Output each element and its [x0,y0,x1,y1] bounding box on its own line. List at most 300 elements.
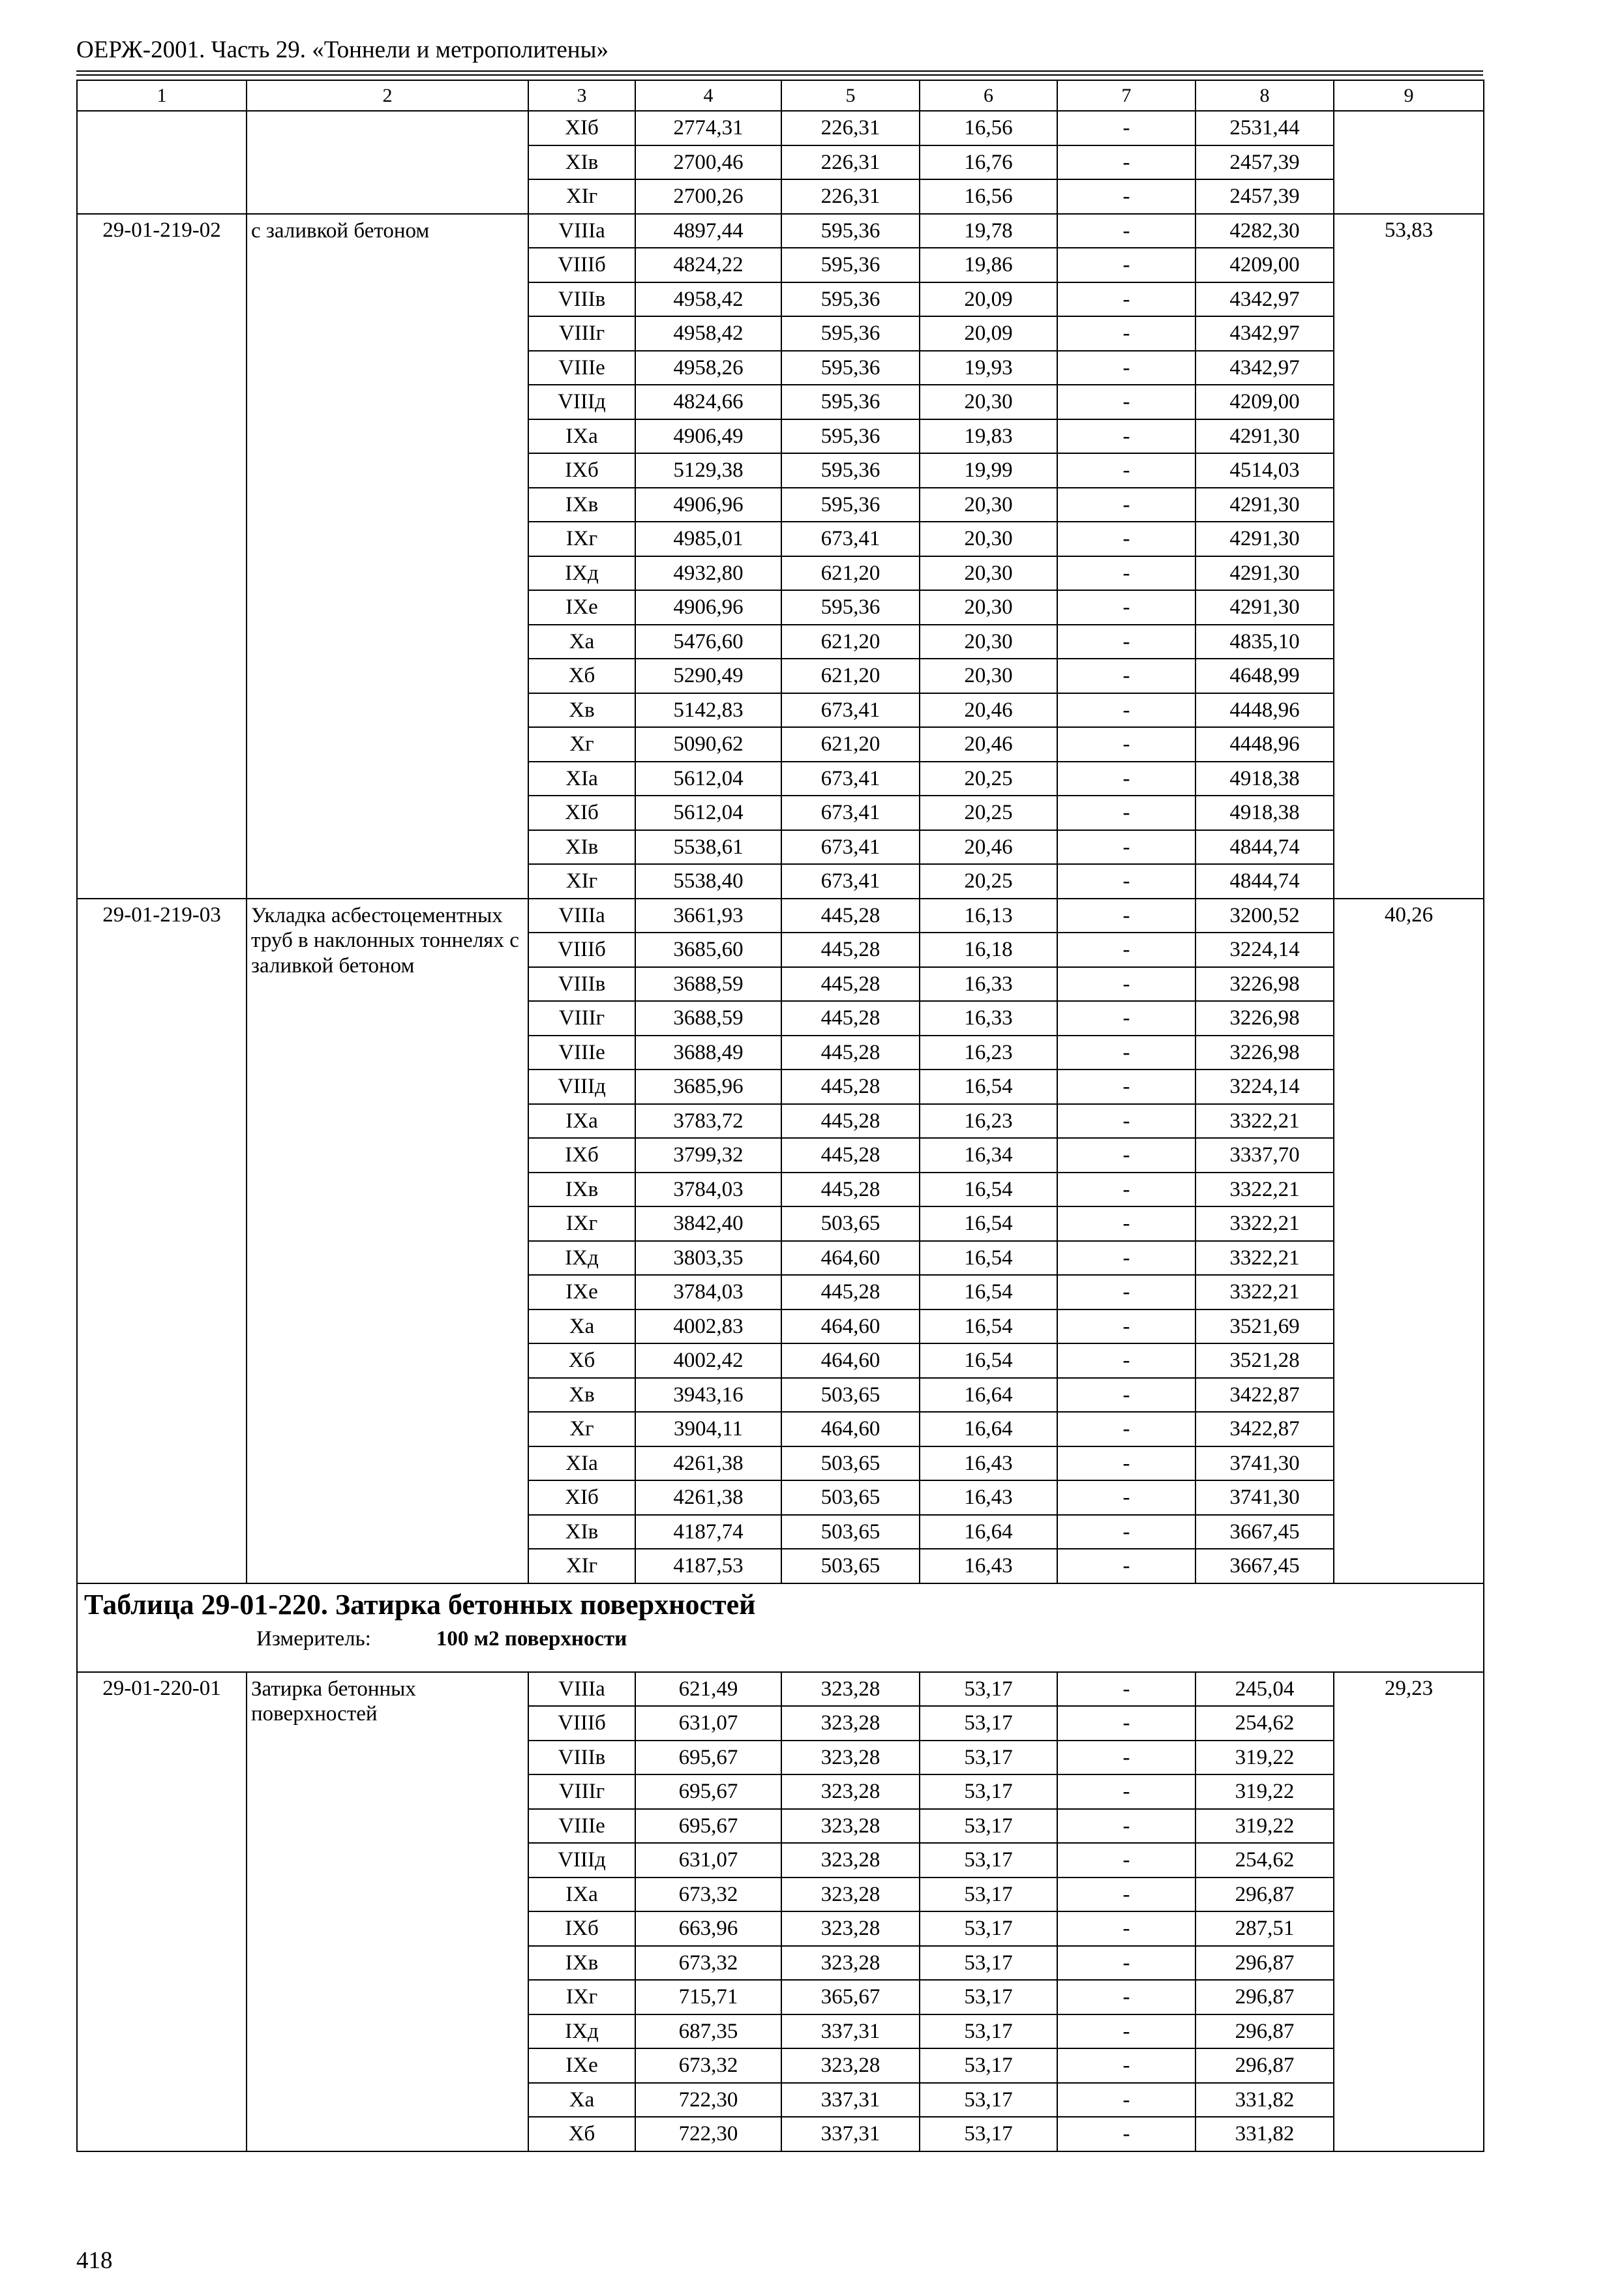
value-cell: 595,36 [781,453,920,488]
value-cell: 673,32 [635,1878,781,1912]
value-cell: 16,54 [920,1275,1057,1309]
value-cell: 16,13 [920,899,1057,933]
value-cell: 16,76 [920,145,1057,180]
zone-cell: VIIIб [528,1706,635,1741]
value-cell: - [1057,1741,1195,1775]
value-cell: - [1057,590,1195,625]
value-cell: 20,09 [920,282,1057,317]
value-cell: 4187,53 [635,1549,781,1583]
column-number: 6 [920,80,1057,111]
column-number: 2 [247,80,528,111]
value-cell: 4958,42 [635,282,781,317]
value-cell: 16,43 [920,1549,1057,1583]
work-name-cell: Затирка бетонных поверхностей [247,1672,528,2151]
value-cell: 2700,26 [635,179,781,214]
value-cell: - [1057,2048,1195,2083]
column-number: 3 [528,80,635,111]
zone-cell: IXд [528,1241,635,1276]
value-cell: 226,31 [781,179,920,214]
zone-cell: XIа [528,1446,635,1481]
value-cell: - [1057,2083,1195,2117]
column-number: 9 [1334,80,1484,111]
zone-cell: VIIIа [528,214,635,248]
value-cell: - [1057,1070,1195,1104]
value-cell: 20,25 [920,864,1057,899]
column-number: 4 [635,80,781,111]
value-cell: 722,30 [635,2083,781,2117]
index-cell: 29,23 [1334,1672,1484,2151]
value-cell: 16,54 [920,1070,1057,1104]
value-cell: - [1057,351,1195,385]
unit-label: Измеритель: [256,1626,371,1651]
value-cell: 20,30 [920,659,1057,693]
zone-cell: IXа [528,1104,635,1139]
value-cell: - [1057,1672,1195,1707]
value-cell: 53,17 [920,1843,1057,1878]
value-cell: 715,71 [635,1980,781,2014]
value-cell: 16,23 [920,1104,1057,1139]
zone-cell: IXе [528,1275,635,1309]
value-cell: 445,28 [781,1138,920,1173]
value-cell: 5142,83 [635,693,781,728]
value-cell: 296,87 [1195,2048,1334,2083]
zone-cell: VIIIе [528,1809,635,1844]
value-cell: - [1057,1774,1195,1809]
value-cell: 3200,52 [1195,899,1334,933]
zone-cell: Xг [528,727,635,762]
value-cell: 3741,30 [1195,1480,1334,1515]
zone-cell: VIIIд [528,1843,635,1878]
value-cell: 19,99 [920,453,1057,488]
value-cell: 296,87 [1195,1946,1334,1981]
value-cell: 631,07 [635,1843,781,1878]
value-cell: 16,64 [920,1515,1057,1549]
value-cell: 673,41 [781,693,920,728]
value-cell: 4291,30 [1195,488,1334,522]
index-cell [1334,111,1484,214]
value-cell: 3422,87 [1195,1412,1334,1446]
value-cell: 16,56 [920,179,1057,214]
value-cell: - [1057,796,1195,830]
value-cell: 5538,61 [635,830,781,865]
value-cell: 4958,42 [635,316,781,351]
value-cell: 595,36 [781,419,920,454]
value-cell: - [1057,1001,1195,1036]
value-cell: 4187,74 [635,1515,781,1549]
value-cell: 323,28 [781,1911,920,1946]
value-cell: 4282,30 [1195,214,1334,248]
value-cell: 503,65 [781,1549,920,1583]
value-cell: 621,20 [781,625,920,659]
value-cell: 53,17 [920,1878,1057,1912]
value-cell: 254,62 [1195,1843,1334,1878]
zone-cell: IXд [528,2014,635,2049]
zone-cell: XIб [528,111,635,145]
zone-cell: IXг [528,522,635,556]
value-cell: 722,30 [635,2117,781,2151]
zone-cell: XIб [528,1480,635,1515]
value-cell: 20,46 [920,693,1057,728]
rate-code-cell: 29-01-219-03 [77,899,247,1583]
value-cell: 4342,97 [1195,282,1334,317]
value-cell: 4002,83 [635,1309,781,1344]
value-cell: 4291,30 [1195,522,1334,556]
value-cell: - [1057,864,1195,899]
value-cell: 53,17 [920,1980,1057,2014]
value-cell: - [1057,248,1195,282]
value-cell: - [1057,1275,1195,1309]
value-cell: 5612,04 [635,796,781,830]
zone-cell: Xб [528,2117,635,2151]
value-cell: 445,28 [781,1275,920,1309]
value-cell: 226,31 [781,145,920,180]
value-cell: 53,17 [920,1911,1057,1946]
value-cell: - [1057,2014,1195,2049]
value-cell: - [1057,1206,1195,1241]
value-cell: 20,46 [920,830,1057,865]
value-cell: 53,17 [920,1741,1057,1775]
value-cell: 19,78 [920,214,1057,248]
value-cell: 20,30 [920,488,1057,522]
value-cell: 4985,01 [635,522,781,556]
value-cell: - [1057,282,1195,317]
value-cell: - [1057,727,1195,762]
value-cell: 464,60 [781,1309,920,1344]
value-cell: 3224,14 [1195,1070,1334,1104]
value-cell: 621,49 [635,1672,781,1707]
value-cell: 5129,38 [635,453,781,488]
value-cell: 16,56 [920,111,1057,145]
value-cell: 296,87 [1195,1878,1334,1912]
table-row [77,1672,1484,1707]
value-cell: 595,36 [781,488,920,522]
value-cell: - [1057,659,1195,693]
value-cell: 3784,03 [635,1173,781,1207]
value-cell: 287,51 [1195,1911,1334,1946]
zone-cell: Xа [528,625,635,659]
value-cell: 695,67 [635,1809,781,1844]
value-cell: - [1057,488,1195,522]
value-cell: - [1057,1104,1195,1139]
value-cell: 20,30 [920,556,1057,591]
value-cell: 3322,21 [1195,1104,1334,1139]
value-cell: - [1057,1138,1195,1173]
value-cell: 16,54 [920,1343,1057,1378]
value-cell: 4932,80 [635,556,781,591]
value-cell: 2457,39 [1195,179,1334,214]
value-cell: - [1057,453,1195,488]
value-cell: 16,23 [920,1036,1057,1070]
page-header: ОЕРЖ-2001. Часть 29. «Тоннели и метрополитены» [76,37,609,63]
value-cell: 16,33 [920,967,1057,1002]
zone-cell: IXе [528,590,635,625]
value-cell: 16,54 [920,1206,1057,1241]
header-rule-second [76,74,1483,76]
value-cell: 503,65 [781,1378,920,1413]
zone-cell: IXб [528,1138,635,1173]
value-cell: 445,28 [781,967,920,1002]
value-cell: 53,17 [920,1774,1057,1809]
value-cell: 4002,42 [635,1343,781,1378]
value-cell: 673,32 [635,1946,781,1981]
value-cell: 5612,04 [635,762,781,796]
value-cell: - [1057,179,1195,214]
value-cell: 53,17 [920,1672,1057,1707]
value-cell: 503,65 [781,1206,920,1241]
table-body [77,80,1484,2151]
value-cell: 3904,11 [635,1412,781,1446]
zone-cell: IXа [528,1878,635,1912]
value-cell: - [1057,762,1195,796]
value-cell: 673,41 [781,762,920,796]
value-cell: 20,30 [920,590,1057,625]
value-cell: - [1057,933,1195,967]
zone-cell: VIIIг [528,1001,635,1036]
value-cell: 445,28 [781,933,920,967]
value-cell: 20,30 [920,522,1057,556]
value-cell: 3685,60 [635,933,781,967]
value-cell: 5090,62 [635,727,781,762]
zone-cell: VIIIе [528,1036,635,1070]
value-cell: 3784,03 [635,1275,781,1309]
value-cell: 3422,87 [1195,1378,1334,1413]
value-cell: 445,28 [781,1001,920,1036]
table-row [77,111,1484,145]
value-cell: 4824,66 [635,385,781,419]
value-cell: 631,07 [635,1706,781,1741]
value-cell: 3224,14 [1195,933,1334,967]
index-cell: 53,83 [1334,214,1484,899]
zone-cell: Xа [528,1309,635,1344]
value-cell: 16,54 [920,1309,1057,1344]
rate-code-cell: 29-01-220-01 [77,1672,247,2151]
value-cell: 3783,72 [635,1104,781,1139]
section-cell [77,1583,1484,1672]
value-cell: 445,28 [781,1173,920,1207]
value-cell: 319,22 [1195,1774,1334,1809]
zone-cell: VIIIе [528,351,635,385]
value-cell: 2774,31 [635,111,781,145]
value-cell: 673,41 [781,796,920,830]
value-cell: 464,60 [781,1412,920,1446]
value-cell: 3661,93 [635,899,781,933]
value-cell: - [1057,1480,1195,1515]
column-number: 5 [781,80,920,111]
value-cell: - [1057,522,1195,556]
value-cell: - [1057,1878,1195,1912]
value-cell: 226,31 [781,111,920,145]
value-cell: - [1057,1843,1195,1878]
zone-cell: XIв [528,145,635,180]
value-cell: 4906,96 [635,590,781,625]
value-cell: 331,82 [1195,2083,1334,2117]
rate-code-cell [77,111,247,214]
value-cell: - [1057,1446,1195,1481]
value-cell: - [1057,145,1195,180]
value-cell: 3322,21 [1195,1173,1334,1207]
value-cell: 4918,38 [1195,796,1334,830]
value-cell: - [1057,1343,1195,1378]
value-cell: 4835,10 [1195,625,1334,659]
value-cell: 3685,96 [635,1070,781,1104]
value-cell: - [1057,1809,1195,1844]
value-cell: - [1057,111,1195,145]
value-cell: 2457,39 [1195,145,1334,180]
zone-cell: Xг [528,1412,635,1446]
value-cell: 4261,38 [635,1446,781,1481]
value-cell: 595,36 [781,385,920,419]
zone-cell: VIIIа [528,1672,635,1707]
value-cell: 3803,35 [635,1241,781,1276]
value-cell: - [1057,1706,1195,1741]
value-cell: - [1057,419,1195,454]
value-cell: 16,64 [920,1378,1057,1413]
header-rule [76,70,1483,72]
value-cell: 3688,59 [635,1001,781,1036]
value-cell: 19,83 [920,419,1057,454]
zone-cell: Xб [528,1343,635,1378]
value-cell: 365,67 [781,1980,920,2014]
section-unit [84,1627,1477,1651]
zone-cell: Xа [528,2083,635,2117]
zone-cell: IXв [528,1946,635,1981]
rates-table [76,80,1484,2152]
value-cell: - [1057,1309,1195,1344]
value-cell: 673,41 [781,864,920,899]
value-cell: 5538,40 [635,864,781,899]
table-row [77,899,1484,933]
value-cell: 595,36 [781,351,920,385]
value-cell: 296,87 [1195,1980,1334,2014]
value-cell: 3337,70 [1195,1138,1334,1173]
value-cell: 16,34 [920,1138,1057,1173]
value-cell: 20,30 [920,625,1057,659]
value-cell: 331,82 [1195,2117,1334,2151]
value-cell: 19,86 [920,248,1057,282]
value-cell: 337,31 [781,2014,920,2049]
value-cell: 323,28 [781,1809,920,1844]
zone-cell: VIIIг [528,1774,635,1809]
section-row [77,1583,1484,1672]
value-cell: 464,60 [781,1343,920,1378]
value-cell: 687,35 [635,2014,781,2049]
value-cell: 503,65 [781,1480,920,1515]
zone-cell: IXв [528,488,635,522]
value-cell: 16,18 [920,933,1057,967]
value-cell: - [1057,967,1195,1002]
value-cell: 4209,00 [1195,248,1334,282]
value-cell: 53,17 [920,1809,1057,1844]
value-cell: 4448,96 [1195,727,1334,762]
value-cell: 53,17 [920,1706,1057,1741]
value-cell: 4514,03 [1195,453,1334,488]
value-cell: 4897,44 [635,214,781,248]
value-cell: 695,67 [635,1741,781,1775]
value-cell: 4906,96 [635,488,781,522]
work-name-cell [247,111,528,214]
value-cell: 3667,45 [1195,1515,1334,1549]
value-cell: 595,36 [781,316,920,351]
value-cell: 5476,60 [635,625,781,659]
value-cell: 3322,21 [1195,1241,1334,1276]
page-number: 418 [76,2247,113,2274]
value-cell: 663,96 [635,1911,781,1946]
zone-cell: XIв [528,830,635,865]
value-cell: 245,04 [1195,1672,1334,1707]
value-cell: 3226,98 [1195,967,1334,1002]
zone-cell: VIIIв [528,967,635,1002]
value-cell: 3688,59 [635,967,781,1002]
value-cell: 4906,49 [635,419,781,454]
value-cell: 3741,30 [1195,1446,1334,1481]
value-cell: - [1057,1378,1195,1413]
value-cell: 16,54 [920,1173,1057,1207]
zone-cell: IXе [528,2048,635,2083]
zone-cell: IXб [528,1911,635,1946]
zone-cell: VIIIв [528,1741,635,1775]
value-cell: - [1057,2117,1195,2151]
value-cell: 4342,97 [1195,351,1334,385]
value-cell: - [1057,385,1195,419]
value-cell: 4844,74 [1195,830,1334,865]
zone-cell: VIIIв [528,282,635,317]
value-cell: - [1057,625,1195,659]
zone-cell: XIа [528,762,635,796]
value-cell: 3226,98 [1195,1001,1334,1036]
value-cell: 3322,21 [1195,1206,1334,1241]
value-cell: 3521,28 [1195,1343,1334,1378]
value-cell: 53,17 [920,2117,1057,2151]
zone-cell: VIIIб [528,248,635,282]
value-cell: 503,65 [781,1515,920,1549]
value-cell: 16,43 [920,1446,1057,1481]
value-cell: 319,22 [1195,1741,1334,1775]
value-cell: 4918,38 [1195,762,1334,796]
value-cell: - [1057,1036,1195,1070]
zone-cell: XIг [528,179,635,214]
value-cell: 445,28 [781,1104,920,1139]
column-number: 8 [1195,80,1334,111]
value-cell: 3842,40 [635,1206,781,1241]
value-cell: 319,22 [1195,1809,1334,1844]
value-cell: 20,25 [920,762,1057,796]
column-number: 7 [1057,80,1195,111]
value-cell: 4448,96 [1195,693,1334,728]
value-cell: 53,17 [920,2083,1057,2117]
value-cell: 4291,30 [1195,419,1334,454]
column-number: 1 [77,80,247,111]
unit-value: 100 м2 поверхности [436,1626,627,1651]
value-cell: - [1057,556,1195,591]
value-cell: 3688,49 [635,1036,781,1070]
value-cell: 323,28 [781,1672,920,1707]
value-cell: 20,25 [920,796,1057,830]
value-cell: 20,30 [920,385,1057,419]
value-cell: 323,28 [781,1946,920,1981]
value-cell: 595,36 [781,214,920,248]
value-cell: 16,33 [920,1001,1057,1036]
zone-cell: IXб [528,453,635,488]
zone-cell: VIIIб [528,933,635,967]
section-title: Таблица 29-01-220. Затирка бетонных поверхностей [84,1588,756,1621]
value-cell: 595,36 [781,248,920,282]
zone-cell: XIг [528,1549,635,1583]
value-cell: 323,28 [781,1741,920,1775]
value-cell: 621,20 [781,727,920,762]
value-cell: - [1057,1515,1195,1549]
value-cell: 337,31 [781,2083,920,2117]
value-cell: 464,60 [781,1241,920,1276]
